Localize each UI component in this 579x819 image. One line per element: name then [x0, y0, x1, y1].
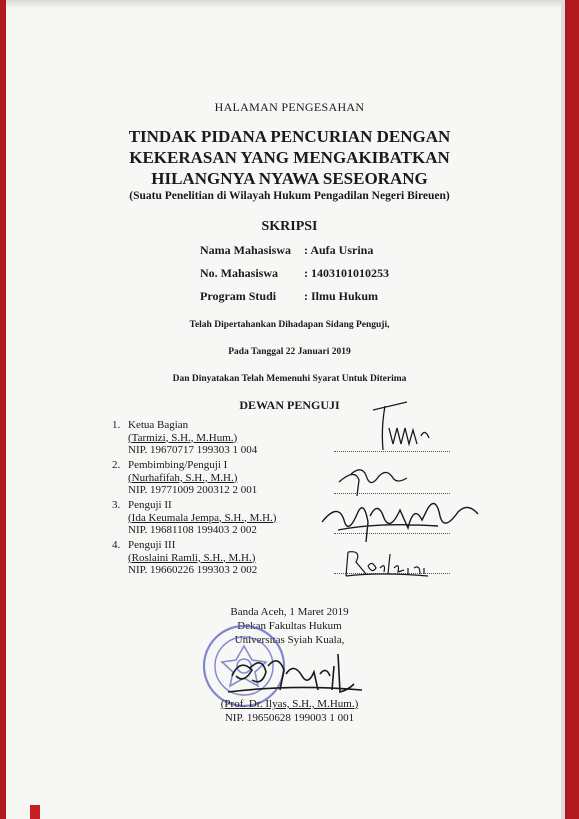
signature-1-image: [355, 398, 435, 454]
dean-nip: NIP. 19650628 199003 1 001: [224, 712, 355, 724]
student-name-label: Nama Mahasiswa: [200, 243, 292, 257]
examiner-number: 1.: [112, 419, 121, 431]
passed-statement: Dan Dinyatakan Telah Memenuhi Syarat Untuk Diterima: [172, 374, 407, 384]
examiner-name: (Tarmizi, S.H., M.Hum.): [128, 431, 238, 444]
examiner-name: (Roslaini Ramli, S.H., M.H.): [128, 551, 256, 564]
examiner-role: Pembimbing/Penguji I: [128, 459, 228, 471]
examiner-1: [112, 419, 257, 457]
dean-place-date: Banda Aceh, 1 Maret 2019: [230, 606, 349, 618]
dean-university: Universitas Syiah Kuala,: [234, 634, 345, 646]
examiner-nip: NIP. 19771009 200312 2 001: [128, 484, 258, 496]
examiner-role: Ketua Bagian: [128, 419, 189, 431]
examiner-name: (Nurhafifah, S.H., M.H.): [128, 471, 238, 484]
examiner-nip: NIP. 19670717 199303 1 004: [128, 444, 258, 456]
title-subtitle: (Suatu Penelitian di Wilayah Hukum Pengadilan Negeri Bireuen): [129, 190, 450, 202]
dean-position: Dekan Fakultas Hukum: [237, 620, 342, 632]
study-program-value: : Ilmu Hukum: [304, 289, 379, 303]
examiner-number: 4.: [112, 539, 121, 551]
dean-name: (Prof. Dr. Ilyas, S.H., M.Hum.): [220, 698, 359, 710]
examiner-nip: NIP. 19660226 199303 2 002: [128, 564, 258, 576]
student-number-label: No. Mahasiswa: [200, 266, 279, 280]
board-title: DEWAN PENGUJI: [239, 398, 340, 412]
study-program-label: Program Studi: [200, 289, 277, 303]
title-line-3: HILANGNYA NYAWA SESEORANG: [151, 169, 428, 188]
examiner-role: Penguji II: [128, 499, 172, 511]
examiner-number: 2.: [112, 459, 121, 471]
title-line-1: TINDAK PIDANA PENCURIAN DENGAN: [128, 127, 451, 146]
examiner-4: [112, 539, 257, 577]
bookmark-ribbon: [30, 805, 40, 819]
defense-date: Pada Tanggal 22 Januari 2019: [228, 347, 351, 357]
examiner-2: [112, 459, 257, 497]
dean-signature-image: [222, 646, 372, 702]
examiner-3: [112, 499, 276, 537]
defended-statement: Telah Dipertahankan Dihadapan Sidang Penguji,: [189, 320, 390, 330]
page-top-shadow: [6, 0, 565, 8]
page-header: HALAMAN PENGESAHAN: [214, 100, 365, 114]
document-type: SKRIPSI: [261, 219, 318, 234]
examiner-number: 3.: [112, 499, 121, 511]
examiner-name: (Ida Keumala Jempa, S.H., M.H.): [128, 511, 277, 524]
student-name-value: : Aufa Usrina: [304, 243, 374, 257]
signature-3-image: [318, 492, 488, 548]
examiner-role: Penguji III: [128, 539, 176, 551]
signature-4-image: [342, 546, 432, 580]
examiner-nip: NIP. 19681108 199403 2 002: [128, 524, 257, 536]
title-line-2: KEKERASAN YANG MENGAKIBATKAN: [129, 148, 450, 167]
student-number-value: : 1403101010253: [304, 266, 389, 280]
